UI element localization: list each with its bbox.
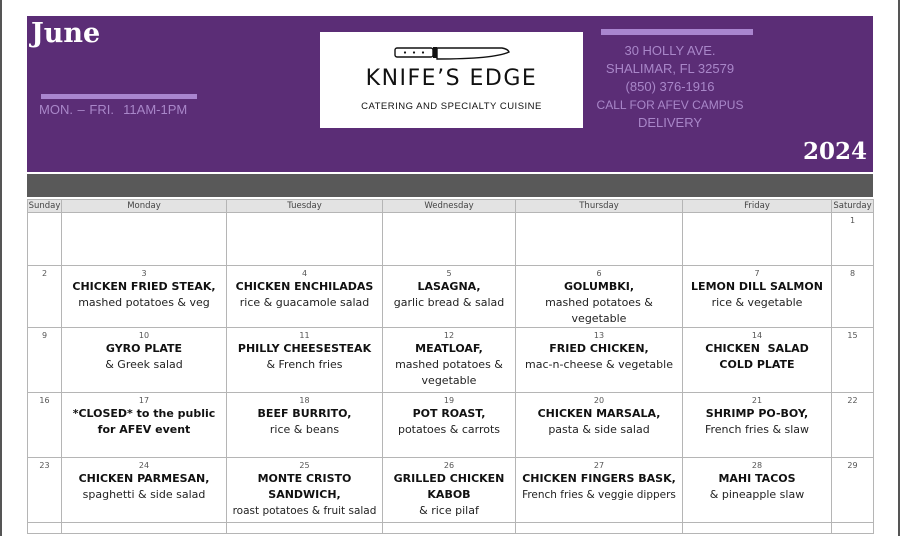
date-number: 6 [596, 269, 602, 278]
dish-name: SHRIMP PO-BOY, [705, 407, 809, 420]
day-cell [832, 213, 874, 266]
day-cell [62, 393, 227, 458]
side-dish: & rice pilaf [419, 504, 479, 517]
weekday-label: Thursday [516, 200, 683, 213]
dish-name: FRIED CHICKEN, [549, 342, 649, 355]
weekday-label: Sunday [28, 201, 61, 211]
date-number: 14 [751, 331, 763, 340]
date-number: 26 [443, 461, 455, 470]
side-dish: mashed potatoes & vegetable [545, 296, 653, 325]
accent-bar [41, 94, 197, 99]
weekday-header [28, 200, 874, 213]
dish-name: CHICKEN SALAD COLD PLATE [705, 342, 813, 371]
dish-name: CHICKEN ENCHILADAS [235, 280, 374, 293]
date-number: 28 [751, 461, 763, 470]
delivery-note: DELIVERY [637, 115, 703, 130]
weekday-label: Monday [62, 200, 227, 213]
day-cell [683, 266, 832, 328]
dish-name: POT ROAST, [412, 407, 486, 420]
day-cell [683, 458, 832, 523]
divider-bar [27, 174, 873, 197]
weekday-label: Wednesday [383, 200, 516, 213]
day-cell [516, 213, 683, 266]
day-cell [516, 328, 683, 393]
day-cell [383, 266, 516, 328]
dish-name: CHICKEN MARSALA, [537, 407, 661, 420]
side-dish: mac-n-cheese & vegetable [525, 358, 673, 371]
date-number: 9 [41, 331, 48, 340]
day-cell [516, 523, 683, 534]
dish-name: MAHI TACOS [718, 472, 796, 485]
dish-name: GRILLED CHICKEN KABOB [393, 472, 505, 501]
side-dish: rice & beans [269, 423, 340, 436]
dish-name: MONTE CRISTO SANDWICH, [257, 472, 352, 501]
day-cell [62, 328, 227, 393]
day-cell [227, 266, 383, 328]
dish-name: *CLOSED* to the public for AFEV event [72, 407, 216, 436]
date-number: 21 [751, 396, 763, 405]
day-cell [227, 393, 383, 458]
date-number: 5 [446, 269, 452, 278]
year-label: 2024 [802, 138, 867, 165]
day-cell [62, 458, 227, 523]
day-cell [832, 523, 874, 534]
day-cell [383, 213, 516, 266]
day-cell [28, 266, 62, 328]
date-number: 10 [138, 331, 150, 340]
day-cell [62, 213, 227, 266]
service-hours: MON. – FRI. 11AM-1PM [39, 102, 188, 117]
calendar-week [28, 213, 874, 266]
date-number: 18 [299, 396, 310, 405]
menu-calendar [27, 199, 874, 534]
day-cell [832, 393, 874, 458]
dish-name: LEMON DILL SALMON [691, 280, 823, 293]
day-cell [62, 523, 227, 534]
day-cell [516, 458, 683, 523]
accent-bar [601, 29, 753, 35]
dish-name: CHICKEN FINGERS BASK, [522, 472, 676, 485]
date-number: 3 [141, 269, 147, 278]
day-cell [28, 523, 62, 534]
dish-name: GOLUMBKI, [563, 280, 635, 293]
day-cell [832, 328, 874, 393]
date-number: 16 [39, 396, 50, 405]
side-dish: mashed potatoes & vegetable [395, 358, 503, 387]
dish-name: LASAGNA, [417, 280, 481, 293]
address-block [595, 42, 745, 132]
side-dish: pasta & side salad [548, 423, 650, 436]
calendar-week [28, 458, 874, 523]
dish-name: BEEF BURRITO, [257, 407, 352, 420]
date-number: 2 [41, 269, 48, 278]
date-number: 12 [443, 331, 455, 340]
day-cell [28, 328, 62, 393]
date-number: 25 [299, 461, 310, 470]
day-cell [832, 266, 874, 328]
dish-name: CHICKEN PARMESAN, [78, 472, 210, 485]
date-number: 19 [443, 396, 455, 405]
side-dish: garlic bread & salad [393, 296, 505, 309]
date-number: 29 [847, 461, 858, 470]
weekday-label: Tuesday [227, 200, 383, 213]
date-number: 17 [138, 396, 150, 405]
dish-name: GYRO PLATE [105, 342, 183, 355]
side-dish: & French fries [266, 358, 343, 371]
date-number: 24 [138, 461, 150, 470]
day-cell [62, 266, 227, 328]
day-cell [28, 213, 62, 266]
logo-title: KNIFE’S EDGE [365, 66, 538, 91]
date-number: 22 [847, 396, 858, 405]
logo-subtitle: CATERING AND SPECIALTY CUISINE [361, 101, 542, 112]
side-dish: mashed potatoes & veg [78, 296, 210, 309]
dish-name: PHILLY CHEESESTEAK [237, 342, 372, 355]
delivery-note: CALL FOR AFEV CAMPUS [596, 98, 744, 112]
day-cell [227, 213, 383, 266]
date-number: 20 [593, 396, 605, 405]
weekday-label: Saturday [833, 201, 872, 211]
day-cell [227, 523, 383, 534]
month-title: June [31, 18, 101, 49]
date-number: 8 [849, 269, 856, 278]
date-number: 4 [301, 269, 308, 278]
date-number: 15 [847, 331, 858, 340]
dish-name: CHICKEN FRIED STEAK, [72, 280, 216, 293]
day-cell [383, 328, 516, 393]
side-dish: spaghetti & side salad [82, 488, 206, 501]
side-dish: & pineapple slaw [709, 488, 805, 501]
side-dish: French fries & slaw [704, 423, 810, 436]
phone-number: (850) 376-1916 [625, 79, 715, 94]
day-cell [227, 458, 383, 523]
side-dish: roast potatoes & fruit salad [232, 505, 377, 517]
logo [320, 32, 583, 128]
side-dish: rice & vegetable [711, 296, 803, 309]
date-number: 23 [39, 461, 50, 470]
weekday-label: Friday [683, 200, 832, 213]
day-cell [683, 393, 832, 458]
calendar-week [28, 393, 874, 458]
date-number: 1 [849, 216, 856, 225]
day-cell [832, 458, 874, 523]
date-number: 11 [299, 331, 310, 340]
day-cell [227, 328, 383, 393]
calendar-week [28, 266, 874, 328]
date-number: 13 [593, 331, 605, 340]
date-number: 27 [593, 461, 605, 470]
day-cell [383, 458, 516, 523]
day-cell [383, 523, 516, 534]
day-cell [683, 328, 832, 393]
address-street: 30 HOLLY AVE. [624, 43, 716, 58]
day-cell [683, 213, 832, 266]
side-dish: rice & guacamole salad [239, 296, 370, 309]
page-edge [0, 0, 2, 536]
side-dish: French fries & veggie dippers [522, 489, 676, 501]
dish-name: MEATLOAF, [415, 342, 483, 355]
knife-icon [394, 44, 510, 64]
date-number: 7 [754, 269, 760, 278]
day-cell [516, 266, 683, 328]
side-dish: & Greek salad [105, 358, 183, 371]
header-banner [27, 16, 873, 172]
day-cell [516, 393, 683, 458]
side-dish: potatoes & carrots [397, 423, 501, 436]
calendar-week [28, 328, 874, 393]
day-cell [383, 393, 516, 458]
day-cell [28, 458, 62, 523]
day-cell [683, 523, 832, 534]
address-city: SHALIMAR, FL 32579 [605, 61, 735, 76]
calendar-week [28, 523, 874, 534]
day-cell [28, 393, 62, 458]
